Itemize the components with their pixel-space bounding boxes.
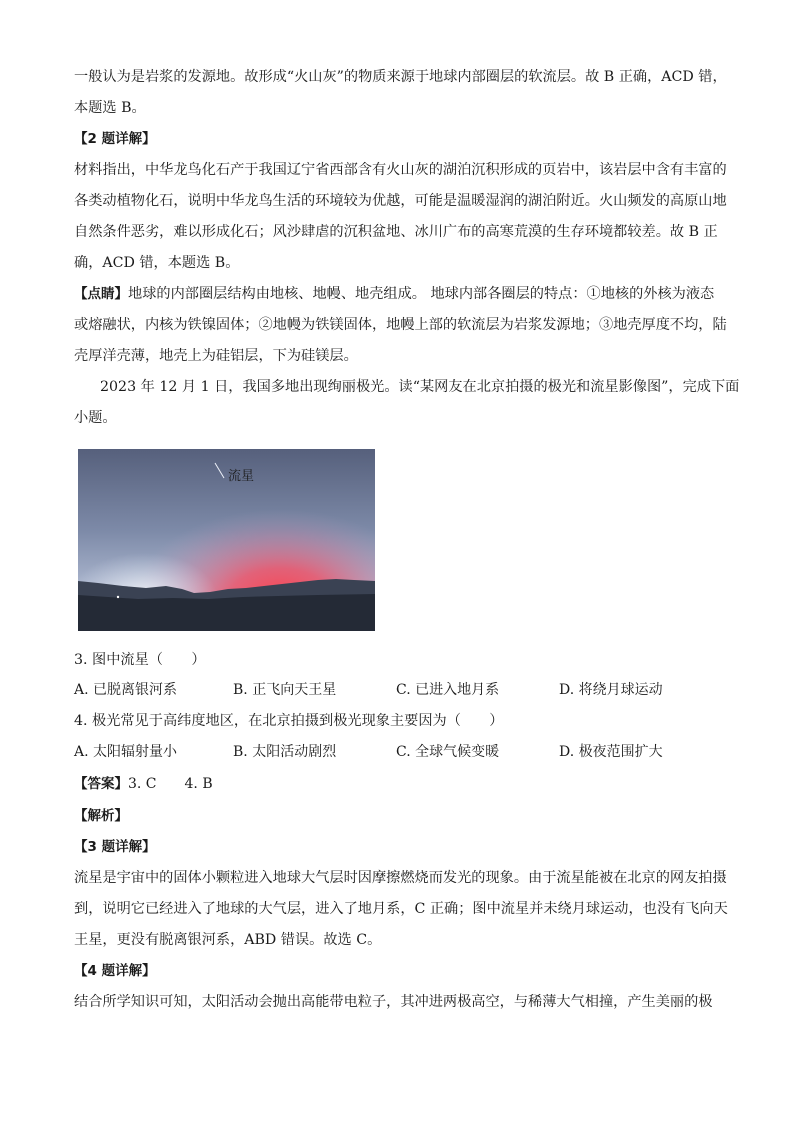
photo-image xyxy=(78,449,375,631)
paragraph: 材料指出，中华龙鸟化石产于我国辽宁省西部含有火山灰的湖泊沉积形成的页岩中，该岩层中含有丰富的 xyxy=(74,162,727,178)
q3-detail-heading: 【3 题详解】 xyxy=(74,839,156,855)
paragraph: 本题选 B。 xyxy=(74,100,146,116)
paragraph: 壳厚洋壳薄，地壳上为硅铝层，下为硅镁层。 xyxy=(74,348,358,364)
dianjing-tag: 【点睛】 xyxy=(74,286,128,302)
paragraph: 各类动植物化石，说明中华龙鸟生活的环境较为优越，可能是温暖湿润的湖泊附近。火山频发的高原山地 xyxy=(74,193,727,209)
paragraph: 或熔融状，内核为铁镍固体；②地幔为铁镁固体，地幔上部的软流层为岩浆发源地；③地壳厚度不均，陆 xyxy=(74,317,727,333)
answer-text: 3. C 4. B xyxy=(128,776,213,792)
question-4-stem: 4. 极光常见于高纬度地区，在北京拍摄到极光现象主要因为（ ） xyxy=(74,713,504,729)
paragraph: 小题。 xyxy=(74,410,117,426)
q4-option-c: C. 全球气候变暖 xyxy=(396,744,500,760)
paragraph: 王星，更没有脱离银河系，ABD 错误。故选 C。 xyxy=(74,932,382,948)
q4-option-a: A. 太阳辐射量小 xyxy=(74,744,178,760)
answer-line xyxy=(74,769,213,799)
intro-paragraph: 2023 年 12 月 1 日，我国多地出现绚丽极光。读“某网友在北京拍摄的极光和流星影像图”，完成下面 xyxy=(100,379,740,395)
question-3-stem: 3. 图中流星（ ） xyxy=(74,652,206,668)
answer-tag: 【答案】 xyxy=(74,776,128,792)
analysis-heading: 【解析】 xyxy=(74,808,128,824)
paragraph: 一般认为是岩浆的发源地。故形成“火山灰”的物质来源于地球内部圈层的软流层。故 B 正确，ACD 错， xyxy=(74,69,727,85)
q3-option-d: D. 将绕月球运动 xyxy=(559,682,663,698)
dianjing-paragraph xyxy=(74,279,722,310)
paragraph: 流星是宇宙中的固体小颗粒进入地球大气层时因摩擦燃烧而发光的现象。由于流星能被在北京的网友拍摄 xyxy=(74,870,727,886)
paragraph: 自然条件恶劣，难以形成化石；风沙肆虐的沉积盆地、冰川广布的高寒荒漠的生存环境都较差。故 B 正 xyxy=(74,224,718,240)
aurora-meteor-photo xyxy=(78,449,375,631)
paragraph-text: 地球的内部圈层结构由地核、地幔、地壳组成。 地球内部各圈层的特点：①地核的外核为液态 xyxy=(128,286,715,302)
q4-option-d: D. 极夜范围扩大 xyxy=(559,744,663,760)
q3-option-c: C. 已进入地月系 xyxy=(396,682,500,698)
q4-detail-heading: 【4 题详解】 xyxy=(74,963,156,979)
paragraph: 到，说明它已经进入了地球的大气层，进入了地月系，C 正确；图中流星并未绕月球运动，也没有飞向天 xyxy=(74,901,728,917)
q4-option-b: B. 太阳活动剧烈 xyxy=(233,744,337,760)
paragraph: 结合所学知识可知，太阳活动会抛出高能带电粒子，其冲进两极高空，与稀薄大气相撞，产生美丽的极 xyxy=(74,994,713,1010)
paragraph: 确，ACD 错，本题选 B。 xyxy=(74,255,240,271)
meteor-label: 流星 xyxy=(228,469,255,484)
section-heading: 【2 题详解】 xyxy=(74,131,156,147)
q3-option-a: A. 已脱离银河系 xyxy=(74,682,178,698)
q3-option-b: B. 正飞向天王星 xyxy=(233,682,337,698)
